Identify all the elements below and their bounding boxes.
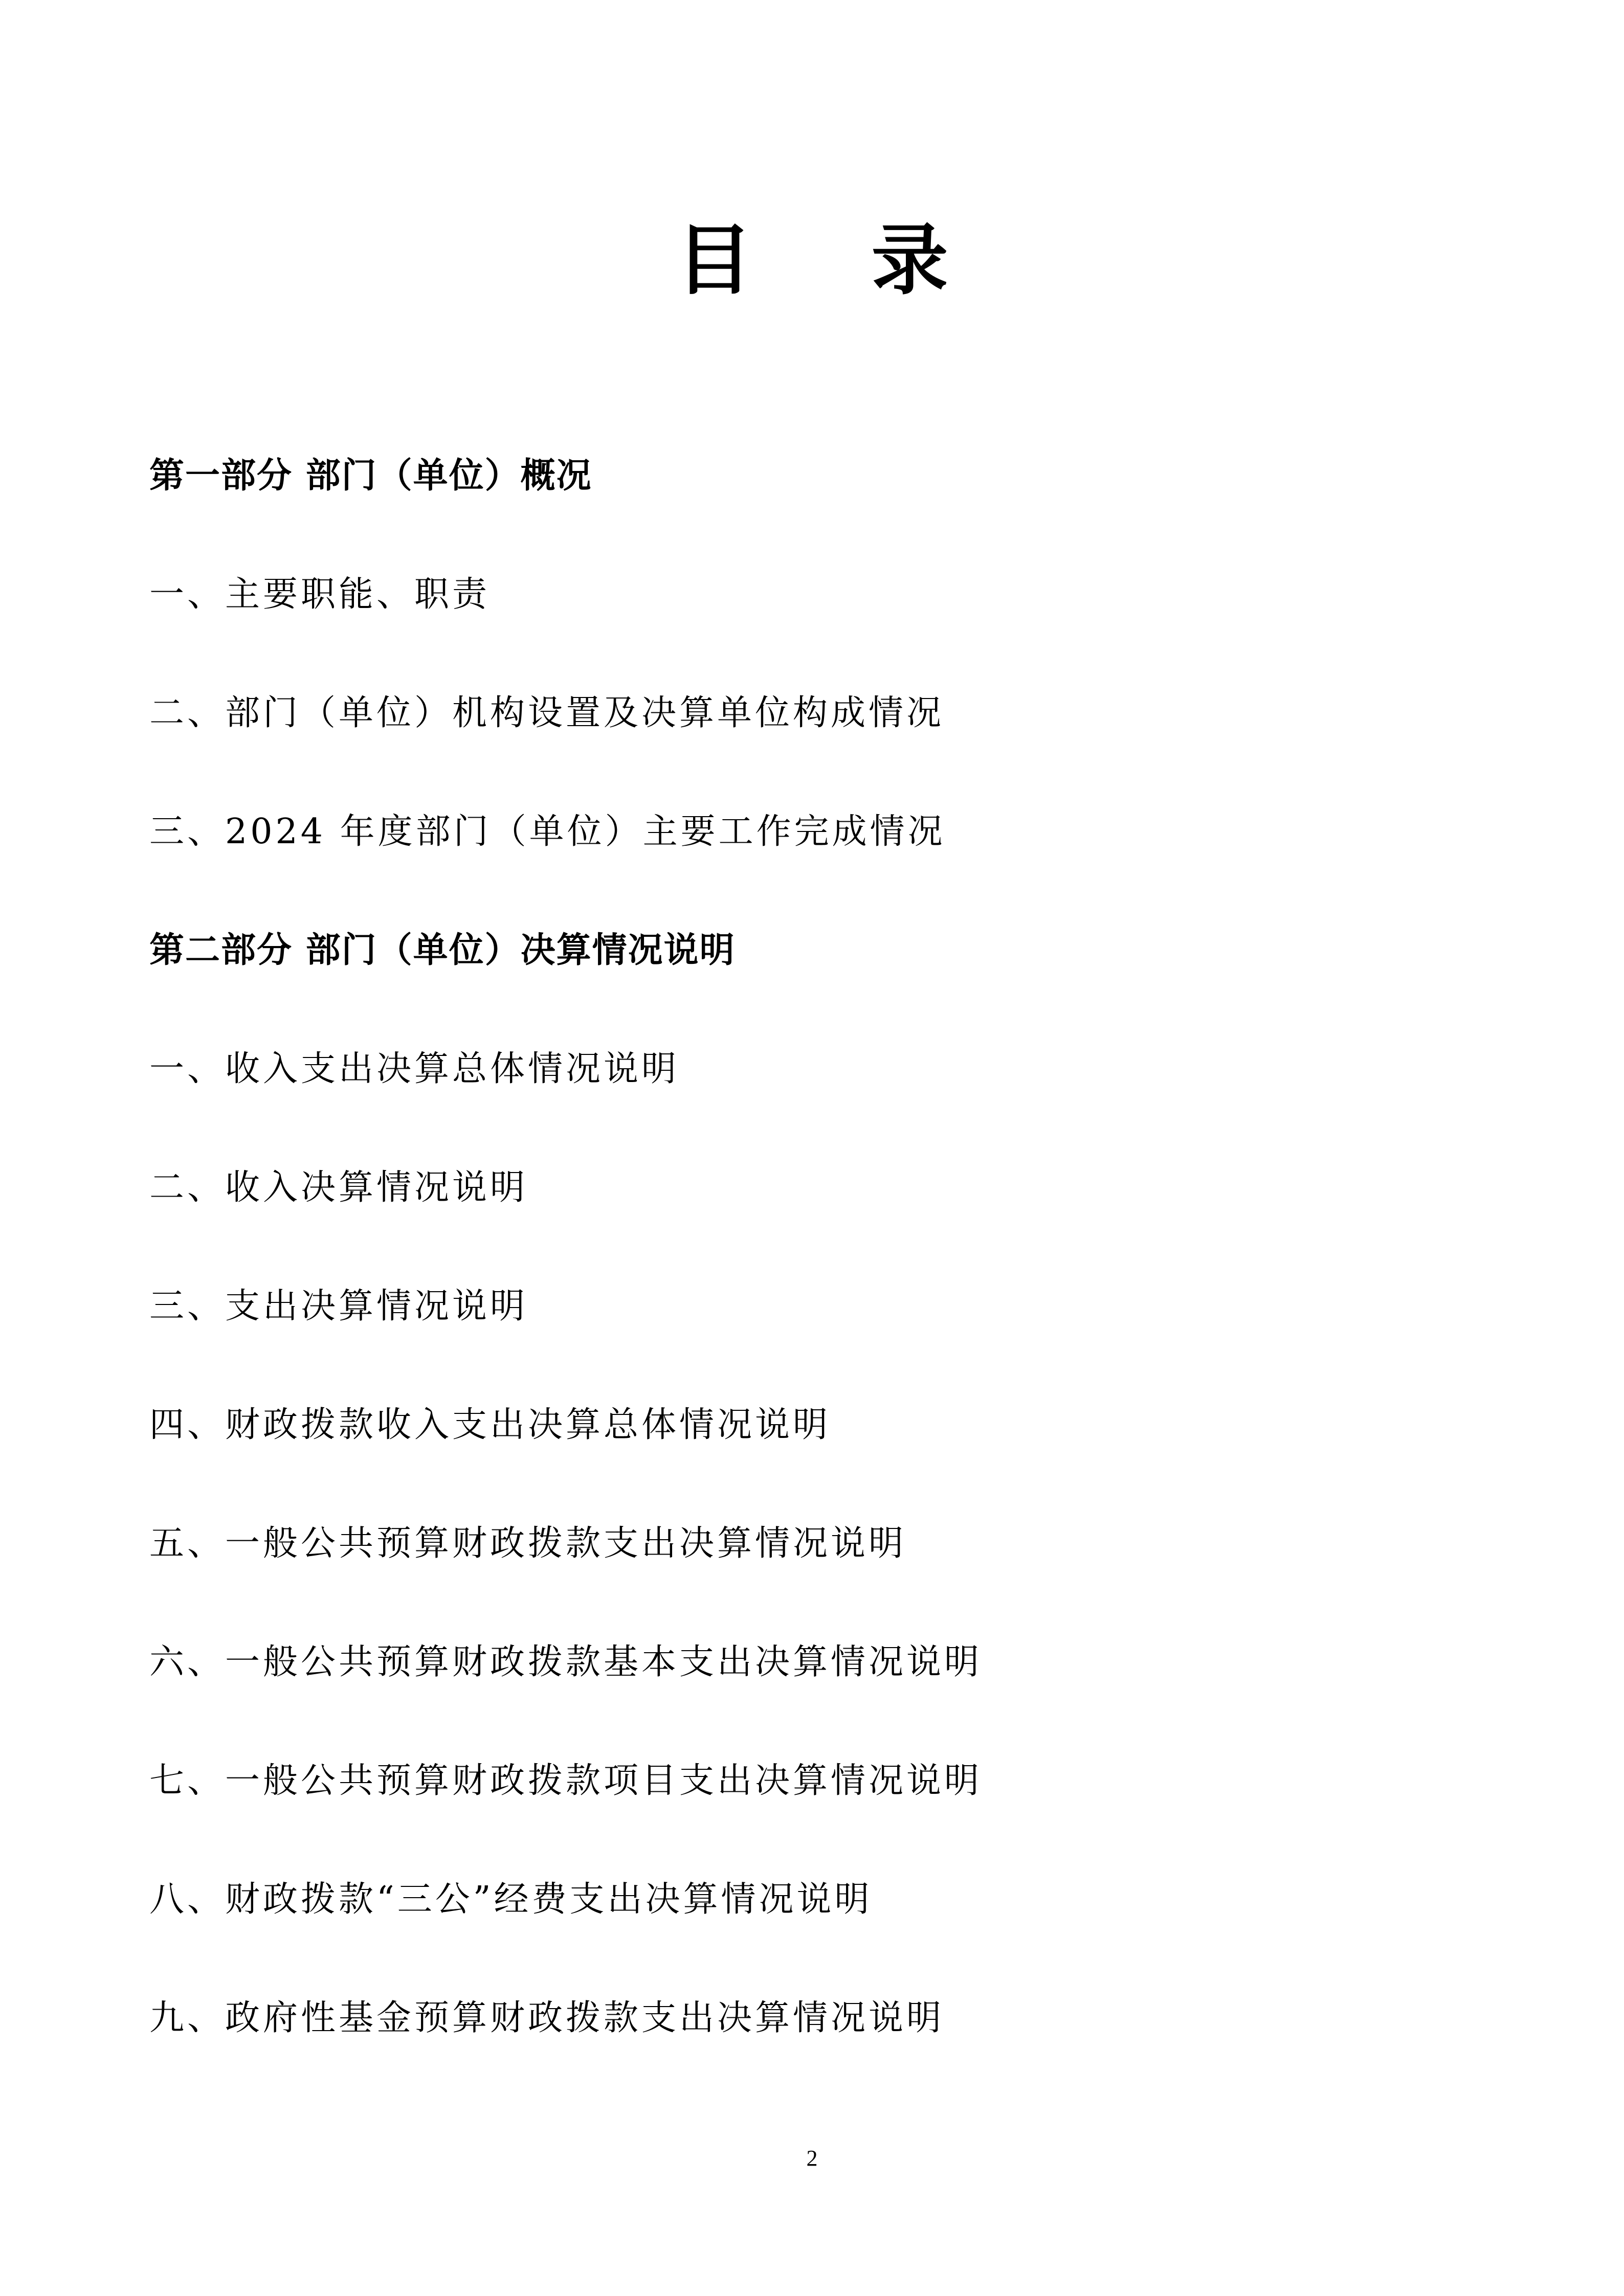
- toc-item: 六、一般公共预算财政拨款基本支出决算情况说明: [149, 1642, 983, 1682]
- toc-item: 四、财政拨款收入支出决算总体情况说明: [149, 1405, 831, 1445]
- toc-item: 一、收入支出决算总体情况说明: [149, 1049, 680, 1089]
- toc-item: 一、主要职能、职责: [149, 574, 491, 615]
- toc-item: 三、2024 年度部门（单位）主要工作完成情况: [149, 812, 946, 852]
- toc-item: 二、收入决算情况说明: [149, 1167, 528, 1208]
- toc-item: 七、一般公共预算财政拨款项目支出决算情况说明: [149, 1761, 983, 1801]
- toc-item: 二、部门（单位）机构设置及决算单位构成情况: [149, 693, 945, 733]
- toc-item: 三、支出决算情况说明: [149, 1286, 528, 1326]
- page-number: 2: [806, 2146, 818, 2171]
- toc-item: 八、财政拨款“三公”经费支出决算情况说明: [149, 1879, 873, 1920]
- toc-item: 九、政府性基金预算财政拨款支出决算情况说明: [149, 1998, 945, 2038]
- toc-item: 五、一般公共预算财政拨款支出决算情况说明: [149, 1523, 907, 1564]
- toc-section-part-2: 第二部分 部门（单位）决算情况说明: [149, 930, 736, 971]
- page-title: 目 录: [676, 216, 994, 305]
- toc-section-part-1: 第一部分 部门（单位）概况: [149, 456, 592, 496]
- table-of-contents: [149, 448, 1479, 2109]
